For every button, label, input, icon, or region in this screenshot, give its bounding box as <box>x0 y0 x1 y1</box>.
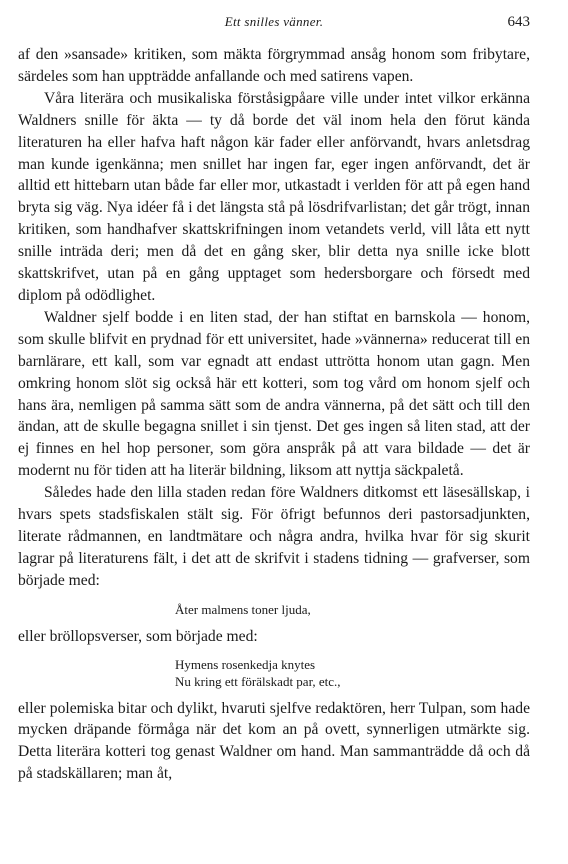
paragraph-reading-society: Således hade den lilla staden redan före Waldners ditkomst ett läsesällskap, i hvars spets stadsfiskalen stält sig. För öfrigt befunnos deri pastorsadjunkten, literate rådmannen, en landtmätare och några andra, hvilka hvar för sig skurit lagrar på literaturens fält, i det att de skrifvit i stadens tidning — grafverser, som började med: <box>18 484 530 589</box>
paragraph-wedding-intro: eller bröllopsverser, som började med: <box>18 627 258 645</box>
paragraph-waldner-town: Waldner sjelf bodde i en liten stad, der han stiftat en barnskola — honom, som skulle blifvit en prydnad för ett universitet, hade »vännerna» reducerat till en barnlärare, ett kall, som var egnadt att endast uttrötta honom utan gagn. Men omkring honom slöt sig också här ett kotteri, som tog vård om honom sjelf och hans ära, nemligen på samma sätt som de andra vännerna, på det sätt och till den ändan, att de skulle begagna snillet i sin tjenst. Det ges ingen så liten stad, att der ej finnes en hel hop personer, som göra anspråk på att vara bildade — det är modernt nu för tiden att ha literär bildning, liksom att nyttja säckpaletå. <box>18 308 530 480</box>
running-title: Ett snilles vänner. <box>224 14 324 29</box>
paragraph-critics: Våra literära och musikaliska förståsigpåare ville under intet vilkor erkänna Waldners snille för äkta — ty då borde det väl inom hela den förut kända literaturen ha eller hafva haft någon kär fader eller anförvandt, hvars anletsdrag man kunde igenkänna; men snillet har ingen far, eger ingen anförvandt, det är alltid ett hittebarn utan både far eller mor, utkastadt i verlden för att på egen hand bryta sig väg. Nya idéer få i det längsta stå på lösdrifvarlistan; det går trögt, innan kritiken, som handhafver skattskrifningen inom vetandets verld, vill låta ett nytt snille inträda deri; men då det en gång sker, blir detta nya snille icke blott skattskrifvet, utan på en gång upptaget som hedersborgare och försedt med diplom på odödlighet. <box>18 89 530 304</box>
body-text <box>18 44 530 785</box>
quote-wedding-verse <box>18 656 530 690</box>
quote-wedding-line-1: Hymens rosenkedja knytes <box>175 656 316 672</box>
quote-wedding-line-2: Nu kring ett förälskadt par, etc., <box>175 673 341 689</box>
book-page <box>18 10 530 860</box>
paragraph-continuation: af den »sansade» kritiken, som mäkta förgrymmad ansåg honom som fribytare, särdeles som han uppträdde anfallande och med satirens vapen. <box>18 46 530 85</box>
paragraph-polemics: eller polemiska bitar och dylikt, hvaruti sjelfve redaktören, herr Tulpan, som hade mycken dräpande förmåga när det kom an på ovett, synnerligen utmärkte sig. Detta literära kotteri tog genast Waldner om hand. Man sammanträdde då och då på stadskällaren; man åt, <box>18 699 530 783</box>
quote-funeral-verse: Åter malmens toner ljuda, <box>175 601 311 617</box>
page-header <box>18 10 530 40</box>
page-number: 643 <box>507 14 530 30</box>
